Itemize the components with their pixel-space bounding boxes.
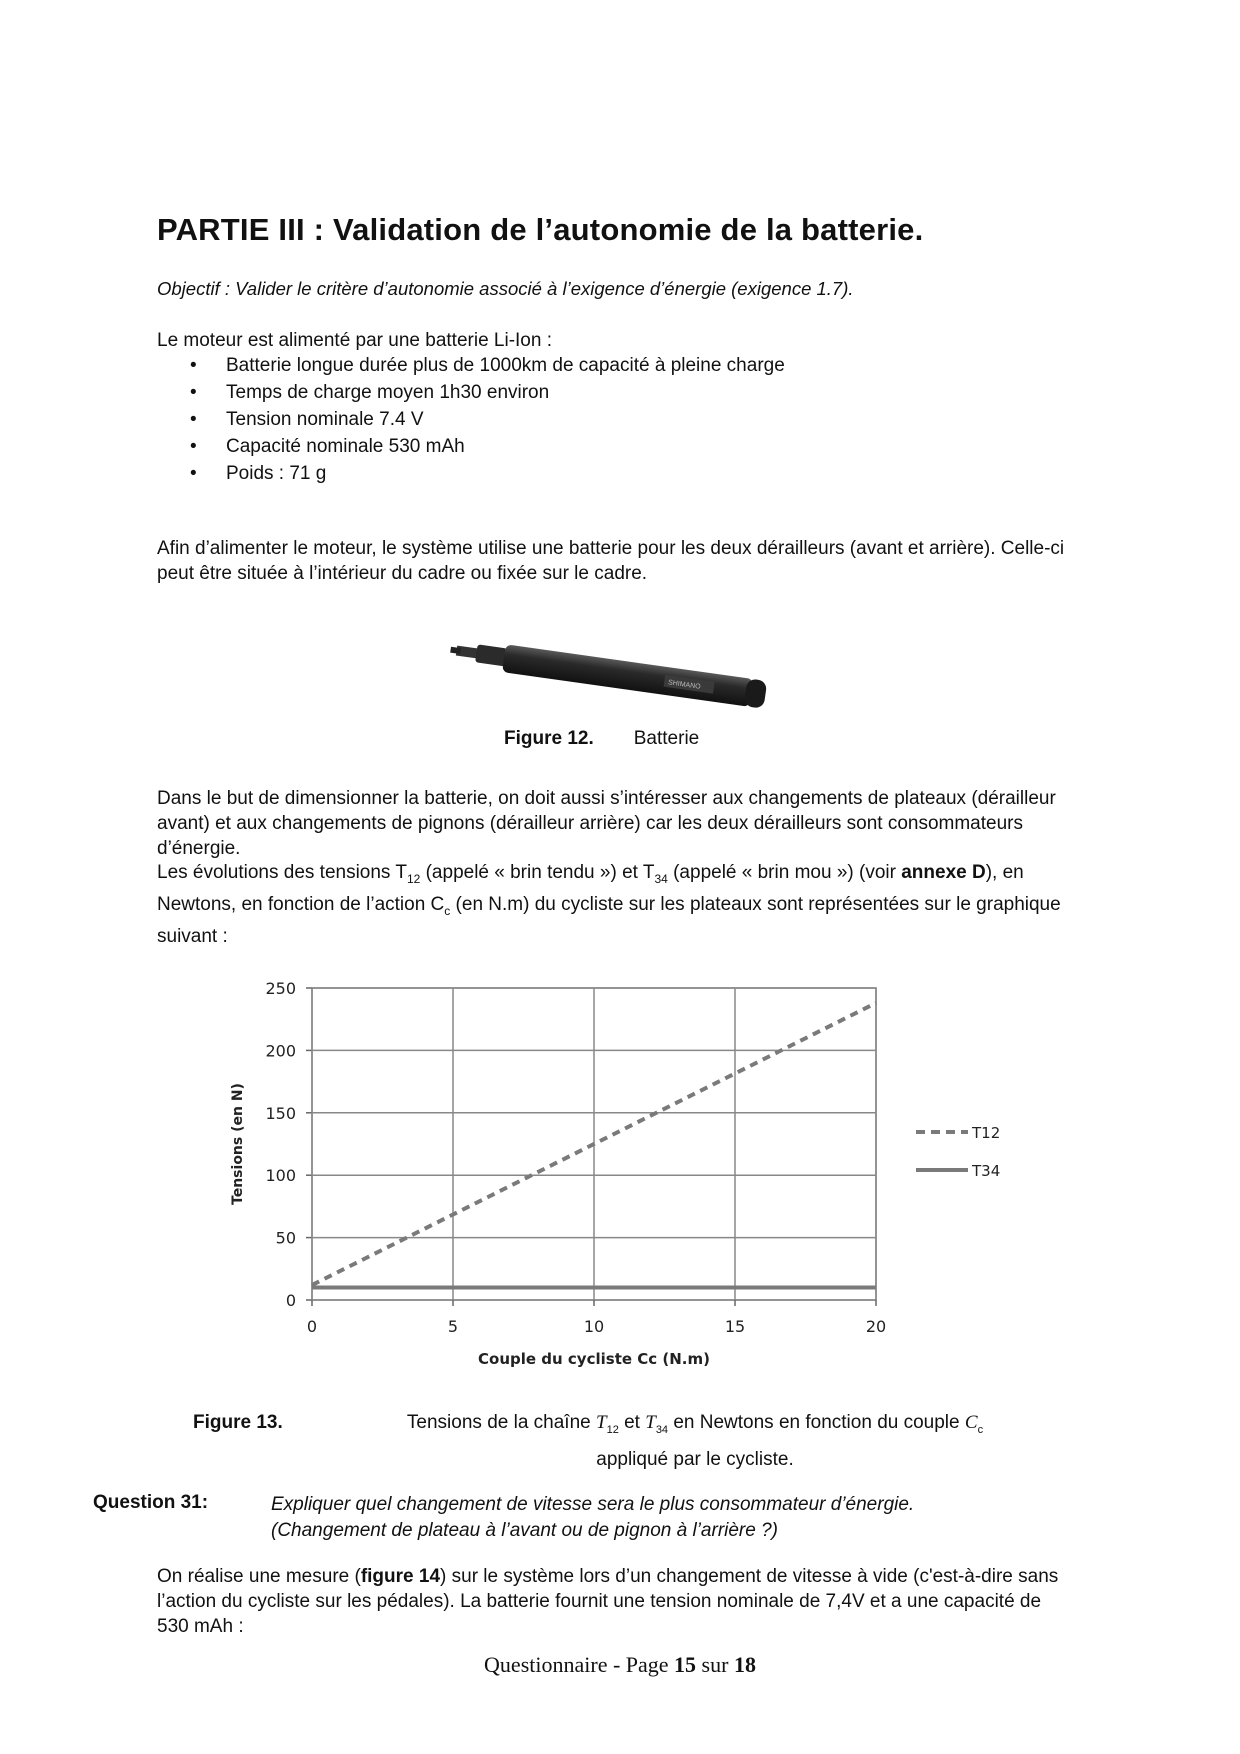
figure-12-label: Figure 12.: [504, 728, 594, 749]
y-tick-label: 150: [265, 1103, 296, 1123]
annex-reference: annexe D: [901, 862, 986, 883]
text-span: Les évolutions des tensions T: [157, 862, 407, 883]
x-axis-label: Couple du cycliste Cc (N.m): [478, 1350, 710, 1368]
chart-svg: [220, 960, 1040, 1370]
paragraph-measurement: [157, 1564, 1077, 1639]
subscript: 12: [406, 871, 421, 886]
y-tick-label: 200: [265, 1041, 296, 1061]
y-tick-label: 100: [265, 1166, 296, 1186]
list-item: • Capacité nominale 530 mAh: [190, 433, 785, 460]
list-item: • Batterie longue durée plus de 1000km de capacité à pleine charge: [190, 352, 785, 379]
question-line: Expliquer quel changement de vitesse sera le plus consommateur d’énergie.: [271, 1494, 915, 1515]
figure-reference: figure 14: [360, 1566, 441, 1587]
y-tick-label: 0: [285, 1291, 296, 1310]
text-span: (appelé « brin mou ») (voir: [667, 862, 902, 883]
page-number: 15: [674, 1652, 697, 1677]
text-span: ) sur le système lors d’un changement de vitesse à vide (c'est-à-dire sans l’action du cycliste sur les pédales). La batterie fournit une tension nominale de 7,4V et a une capacité de 530 mAh :: [157, 1566, 1059, 1637]
x-tick-label: 5: [447, 1317, 459, 1336]
math-var: C: [964, 1412, 978, 1433]
figure-12-caption: [504, 728, 699, 750]
x-tick-label: 20: [865, 1317, 887, 1336]
question-31-text: [271, 1492, 1071, 1544]
y-tick-label: 250: [265, 979, 296, 998]
figure-13-label: Figure 13.: [193, 1412, 283, 1433]
battery-image: [446, 640, 786, 720]
list-item: • Temps de charge moyen 1h30 environ: [190, 379, 785, 406]
x-tick-label: 0: [306, 1317, 318, 1336]
text-span: Questionnaire - Page: [484, 1652, 675, 1677]
tension-chart: [220, 960, 1040, 1370]
math-var: T: [596, 1412, 607, 1433]
question-31-label: Question 31:: [93, 1492, 209, 1513]
paragraph-battery-usage: Afin d’alimenter le moteur, le système utilise une batterie pour les deux dérailleurs (avant et arrière). Celle-ci peut être située à l’intérieur du cadre ou fixée sur le cadre.: [157, 538, 1065, 584]
subscript: c: [444, 903, 451, 918]
list-item: • Tension nominale 7.4 V: [190, 406, 785, 433]
question-line: (Changement de plateau à l’avant ou de pignon à l’arrière ?): [271, 1520, 778, 1541]
subscript: c: [977, 1423, 984, 1436]
paragraph-tensions: [157, 860, 1087, 949]
x-tick-label: 15: [724, 1317, 746, 1336]
text-span: en Newtons en fonction du couple: [668, 1412, 965, 1433]
paragraph-derailleurs: Dans le but de dimensionner la batterie, on doit aussi s’intéresser aux changements de plateaux (dérailleur avant) et aux changements de pignons (dérailleur arrière) car les deux dérailleurs sont consommateurs d’énergie.: [157, 788, 1056, 859]
battery-brand-label: SHIMANO: [667, 679, 701, 691]
battery-intro: Le moteur est alimenté par une batterie Li-Ion :: [157, 330, 553, 351]
text-span: appliqué par le cycliste.: [596, 1448, 794, 1470]
page-footer: [0, 1652, 1240, 1678]
text-span: (en N.m) du cycliste sur les plateaux sont représentées sur le graphique suivant :: [157, 893, 1061, 947]
text-span: sur: [696, 1652, 734, 1677]
legend-label-t34: T34: [972, 1162, 1001, 1180]
x-tick-label: 10: [583, 1317, 605, 1336]
y-axis-label: Tensions (en N): [230, 1083, 246, 1205]
legend-label-t12: T12: [972, 1124, 1001, 1142]
text-span: et: [618, 1412, 646, 1433]
text-span: Tensions de la chaîne: [406, 1412, 596, 1433]
math-var: T: [645, 1412, 656, 1433]
text-span: (appelé « brin tendu ») et T: [420, 862, 655, 883]
section-title: PARTIE III : Validation de l’autonomie de la batterie.: [157, 212, 924, 247]
subscript: 12: [606, 1423, 619, 1436]
subscript: 34: [655, 1423, 669, 1436]
objective-text: Objectif : Valider le critère d’autonomie associé à l’exigence d’énergie (exigence 1.7).: [157, 278, 854, 299]
text-span: On réalise une mesure (: [157, 1566, 361, 1587]
page-total: 18: [733, 1652, 756, 1677]
y-tick-label: 50: [275, 1228, 296, 1248]
list-item: • Poids : 71 g: [190, 460, 785, 487]
subscript: 34: [654, 871, 668, 886]
battery-spec-list: [190, 352, 785, 487]
figure-12-text: Batterie: [633, 728, 700, 749]
text-span: ), en Newtons, en fonction de l’action C: [157, 862, 1024, 915]
figure-13-text: [335, 1408, 1055, 1475]
